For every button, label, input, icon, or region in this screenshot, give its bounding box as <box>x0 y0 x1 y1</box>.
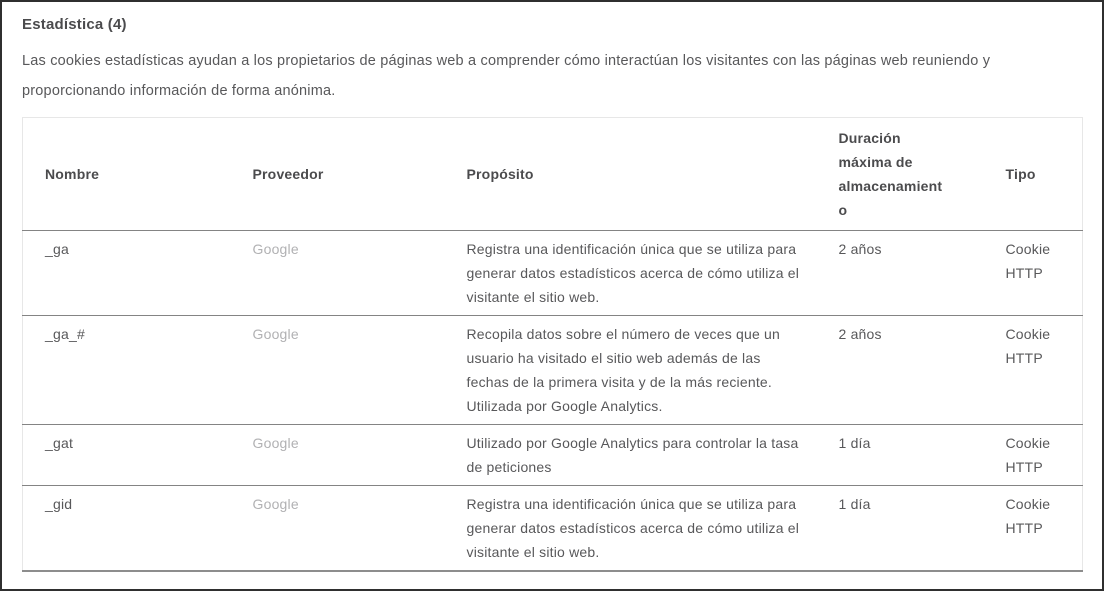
column-header-name: Nombre <box>45 166 100 182</box>
cookie-type: Cookie HTTP <box>1005 496 1051 536</box>
table-header-row <box>23 118 1083 231</box>
cookie-purpose: Recopila datos sobre el número de veces que un usuario ha visitado el sitio web además de las fechas de la primera visita y de la más reciente. Utilizada por Google Analytics. <box>466 326 781 414</box>
cookie-provider: Google <box>252 496 299 512</box>
table-row <box>23 316 1083 425</box>
cookie-purpose: Utilizado por Google Analytics para controlar la tasa de peticiones <box>466 435 799 475</box>
cookie-duration: 2 años <box>838 326 882 342</box>
table-row <box>23 231 1083 316</box>
cookie-name: _gid <box>45 496 73 512</box>
section-description: Las cookies estadísticas ayudan a los propietarios de páginas web a comprender cómo interactúan los visitantes con las páginas web reuniendo y proporcionando información de forma anónima. <box>22 53 991 99</box>
cookie-purpose: Registra una identificación única que se utiliza para generar datos estadísticos acerca de cómo utiliza el visitante el sitio web. <box>466 241 800 305</box>
column-header-duration: Duración máxima de almacenamiento <box>838 130 943 218</box>
cookie-purpose: Registra una identificación única que se utiliza para generar datos estadísticos acerca de cómo utiliza el visitante el sitio web. <box>466 496 800 560</box>
cookie-name: _ga_# <box>45 326 85 342</box>
cookie-name: _gat <box>45 435 74 451</box>
cookie-duration: 1 día <box>838 435 871 451</box>
table-row <box>23 486 1083 572</box>
cookie-type: Cookie HTTP <box>1005 241 1051 281</box>
cookie-type: Cookie HTTP <box>1005 326 1051 366</box>
column-header-type: Tipo <box>1005 166 1036 182</box>
cookies-table <box>22 117 1083 572</box>
table-row <box>23 425 1083 486</box>
cookie-provider: Google <box>252 435 299 451</box>
column-header-provider: Proveedor <box>252 166 324 182</box>
cookie-duration: 1 día <box>838 496 871 512</box>
cookie-provider: Google <box>252 241 299 257</box>
cookie-type: Cookie HTTP <box>1005 435 1051 475</box>
cookie-duration: 2 años <box>838 241 882 257</box>
cookie-name: _ga <box>45 241 69 257</box>
column-header-purpose: Propósito <box>466 166 534 182</box>
cookie-provider: Google <box>252 326 299 342</box>
section-title-statistics: Estadística (4) <box>22 16 127 33</box>
